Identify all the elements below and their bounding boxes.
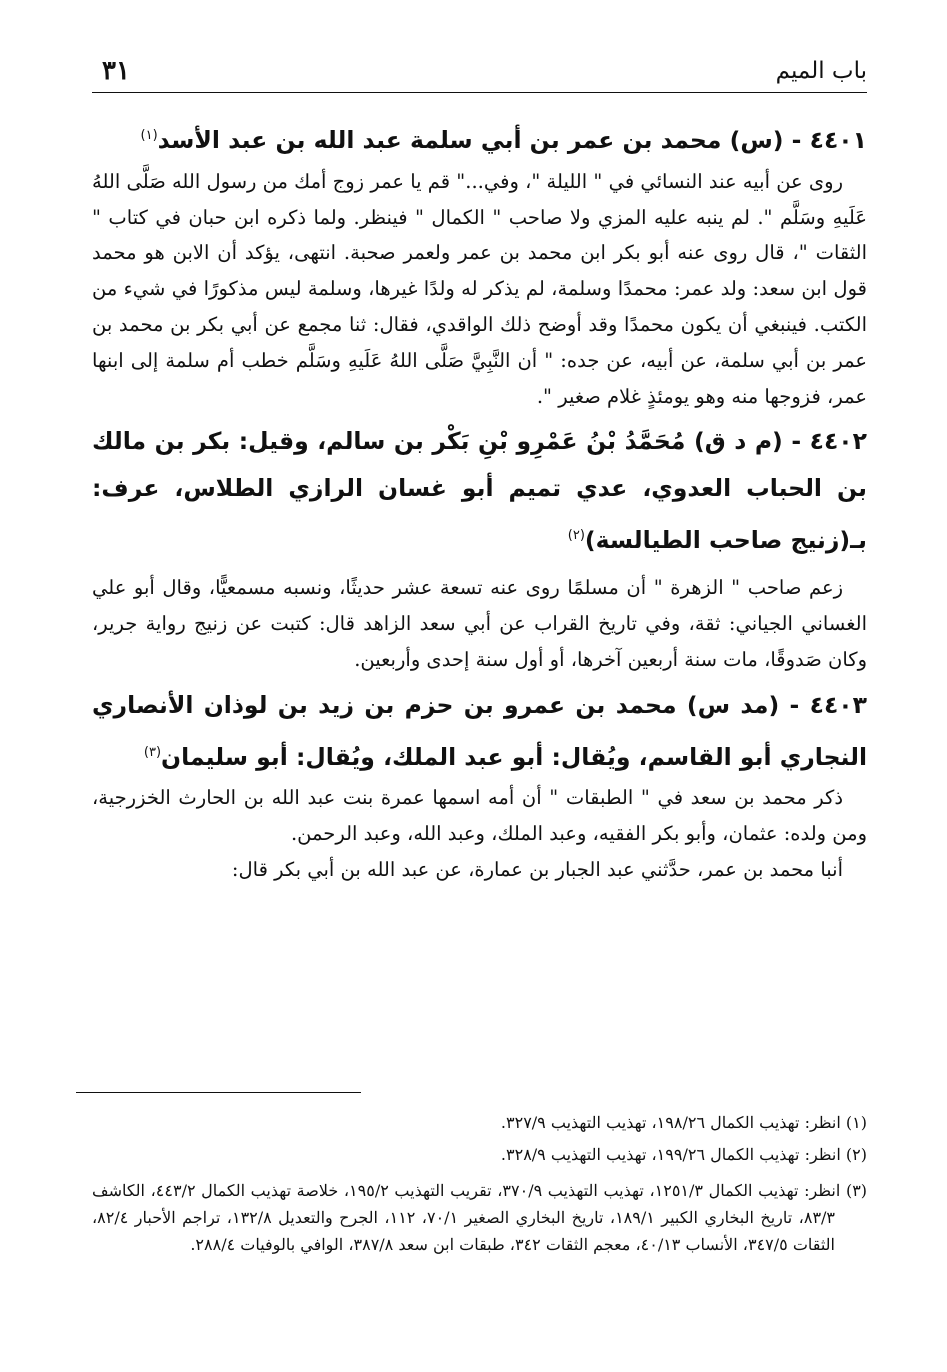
entry-title-text: - (م د ق) مُحَمَّدُ بْنُ عَمْرِو بْنِ بَكْر بن سالم، وقيل: بكر بن مالك بن الحباب العدوي، عدي تميم أبو غسان الرازي الطلاس، عرف: بـ(زنيج صاحب الطيالسة) xyxy=(92,427,867,555)
entry-number: ٤٤٠٢ xyxy=(809,427,867,456)
footnote-ref: (٢) xyxy=(567,528,585,544)
entry-paragraph: ذكر محمد بن سعد في " الطبقات " أن أمه اسمها عمرة بنت عبد الله بن الحارث الخزرجية، ومن ولده: عثمان، وأبو بكر الفقيه، وعبد الملك، وعبد الله، وعبد الرحمن. xyxy=(92,786,867,846)
footnote: (١) انظر: تهذيب الكمال ١٩٨/٢٦، تهذيب التهذيب ٣٢٧/٩. xyxy=(500,1113,867,1132)
entry-heading xyxy=(92,418,867,564)
entry-heading xyxy=(92,112,867,164)
entry-number: ٤٤٠٣ xyxy=(809,690,867,719)
chapter-title: باب الميم xyxy=(775,58,867,84)
footnote-ref: (١) xyxy=(140,128,158,143)
footnote: (٢) انظر: تهذيب الكمال ١٩٩/٢٦، تهذيب التهذيب ٣٢٨/٩. xyxy=(500,1145,867,1164)
entry-paragraph: روى عن أبيه عند النسائي في " الليلة "، وفي..." قم يا عمر زوج أمك من رسول الله صَلَّى اللهُ عَلَيهِ وسَلَّم ". لم ينبه عليه المزي ولا صاحب " الكمال " فينظر. ولما ذكره ابن حبان في كتاب " الثقات "، قال روى عنه أبو بكر ابن محمد بن عمر ولعمر صحبة. انتهى، يؤكد أن الابن هو محمد قول ابن سعد: ولد عمر: محمدًا وسلمة، لم يذكر له ولدًا غيرها، وسلمة ليس مذكورًا في شيء من الكتب. فينبغي أن يكون محمدًا وقد أوضح ذلك الواقدي، فقال: ثنا مجمع عن أبي بكر بن محمد بن عمر بن أبي سلمة، عن أبيه، عن جده: " أن النَّبِيَّ صَلَّى اللهُ عَلَيهِ وسَلَّم خطب أم سلمة إلى ابنها عمر، فزوجها منه وهو يومئذٍ غلام صغير ". xyxy=(92,169,868,408)
page-number: ٣١ xyxy=(102,56,130,86)
entry-title-text: - (مد س) محمد بن عمرو بن حزم بن زيد بن لوذان الأنصاري النجاري أبو القاسم، ويُقال: أبو عبد الملك، ويُقال: أبو سليمان xyxy=(92,690,867,771)
main-text xyxy=(92,112,867,888)
footnotes xyxy=(92,1092,867,1258)
entry-paragraph: زعم صاحب " الزهرة " أن مسلمًا روى عنه تسعة عشر حديثًا، ونسبه مسمعيًّا، وقال أبو علي الغساني الجياني: ثقة، وفي تاريخ القراب عن أبي سعد الزاهد قال: كتبت عن زنيج رواية جرير، وكان صَدوقًا، مات سنة أربعين آخرها، أو أول سنة إحدى وأربعين. xyxy=(92,576,867,671)
footnote: (٣) انظر: تهذيب الكمال ١٢٥١/٣، تهذيب التهذيب ٣٧٠/٩، تقريب التهذيب ١٩٥/٢، خلاصة تهذيب الكمال ٤٤٣/٢، الكاشف ٨٣/٣، تاريخ البخاري الكبير ١٨٩/١، تاريخ البخاري الصغير ٧٠/١، ١١٢، الجرح والتعديل ١٣٢/٨، تراجم الأحبار ٨٢/٤، الثقات ٣٤٧/٥، الأنساب ٤٠/١٣، معجم الثقات ٣٤٢، طبقات ابن سعد ٣٨٧/٨، الوافي بالوفيات ٢٨٨/٤. xyxy=(92,1181,868,1254)
footnote-ref: (٣) xyxy=(143,744,162,760)
entry-title-text: - (س) محمد بن عمر بن أبي سلمة عبد الله بن عبد الأسد xyxy=(157,125,802,154)
entry-paragraph: أنبا محمد بن عمر، حدَّثني عبد الجبار بن عمارة، عن عبد الله بن أبي بكر قال: xyxy=(231,858,843,882)
footnote-separator xyxy=(76,1092,361,1093)
page-header xyxy=(92,58,867,93)
entry-heading xyxy=(92,682,867,781)
entry-number: ٤٤٠١ xyxy=(809,125,867,154)
